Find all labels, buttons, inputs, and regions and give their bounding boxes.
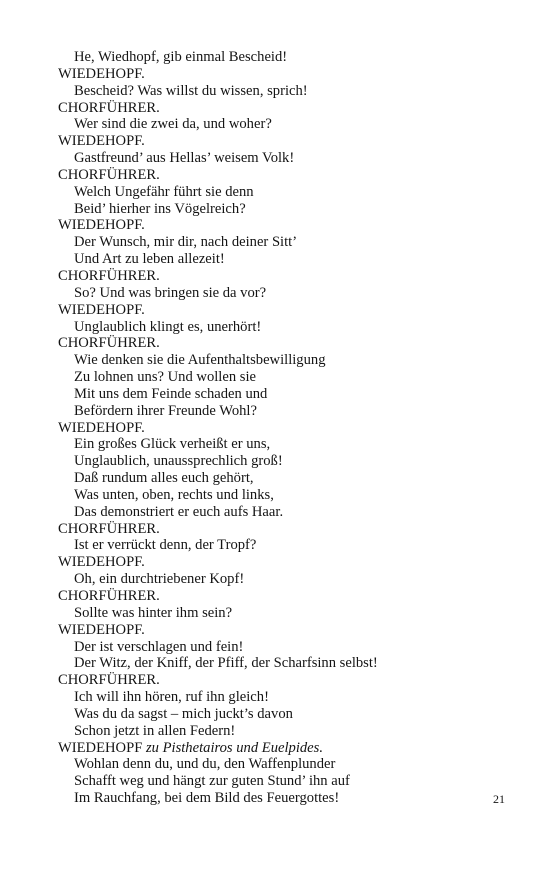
speaker-label: CHORFÜHRER.	[58, 166, 160, 183]
verse-line	[58, 251, 518, 268]
speaker-name	[58, 133, 518, 150]
verse-text: Befördern ihrer Freunde Wohl?	[74, 402, 257, 419]
speaker-name	[58, 420, 518, 437]
speaker-label: WIEDEHOPF.	[58, 133, 145, 150]
verse-text: Im Rauchfang, bei dem Bild des Feuergottes!	[74, 790, 340, 807]
verse-line	[58, 639, 518, 656]
verse-line	[58, 655, 518, 672]
verse-text: Unglaublich, unaussprechlich groß!	[74, 453, 283, 470]
verse-text: Was unten, oben, rechts und links,	[74, 486, 274, 503]
speaker-name	[58, 521, 518, 538]
verse-text: Daß rundum alles euch gehört,	[74, 470, 254, 487]
speaker-name	[58, 335, 518, 352]
speaker-label: WIEDEHOPF.	[58, 419, 145, 436]
speaker-name	[58, 66, 518, 83]
speaker-name	[58, 622, 518, 639]
speaker-label: WIEDEHOPF.	[58, 217, 145, 234]
verse-line	[58, 386, 518, 403]
speaker-name	[58, 554, 518, 571]
speaker-name	[58, 588, 518, 605]
speaker-label: WIEDEHOPF.	[58, 621, 145, 638]
verse-text: Zu lohnen uns? Und wollen sie	[74, 369, 256, 386]
verse-text: Schon jetzt in allen Federn!	[74, 722, 236, 739]
stage-direction: zu Pisthetairos und Euelpides.	[145, 739, 323, 756]
page-number: 21	[493, 792, 505, 806]
verse-line	[58, 369, 518, 386]
verse-line	[58, 537, 518, 554]
verse-line	[58, 504, 518, 521]
verse-text: Ich will ihn hören, ruf ihn gleich!	[74, 689, 269, 706]
speaker-name	[58, 100, 518, 117]
speaker-label: WIEDEHOPF.	[58, 554, 145, 571]
verse-line	[58, 83, 518, 100]
speaker-label: WIEDEHOPF	[58, 739, 143, 756]
verse-line	[58, 487, 518, 504]
verse-line	[58, 706, 518, 723]
verse-text: Sollte was hinter ihm sein?	[74, 604, 233, 621]
speaker-label: CHORFÜHRER.	[58, 588, 160, 604]
verse-text: Ist er verrückt denn, der Tropf?	[74, 537, 257, 554]
speaker-label: WIEDEHOPF.	[58, 301, 145, 318]
speaker-name	[58, 217, 518, 234]
verse-line	[58, 201, 518, 218]
verse-text: Der ist verschlagen und fein!	[74, 638, 244, 655]
verse-text: Oh, ein durchtriebener Kopf!	[74, 571, 245, 588]
verse-line	[58, 571, 518, 588]
verse-text: Das demonstriert er euch aufs Haar.	[74, 503, 284, 520]
verse-text: Welch Ungefähr führt sie denn	[74, 183, 254, 200]
verse-line	[58, 436, 518, 453]
verse-text: Unglaublich klingt es, unerhört!	[74, 318, 262, 335]
verse-text: Bescheid? Was willst du wissen, sprich!	[74, 82, 308, 99]
verse-text: Wohlan denn du, und du, den Waffenplunder	[74, 756, 336, 773]
verse-line	[58, 234, 518, 251]
verse-text: Ein großes Glück verheißt er uns,	[74, 436, 271, 453]
verse-text: Wer sind die zwei da, und woher?	[74, 116, 272, 133]
verse-text: Und Art zu leben allezeit!	[74, 251, 225, 268]
verse-line	[58, 689, 518, 706]
verse-text: Was du da sagst – mich juckt’s davon	[74, 705, 293, 722]
verse-line	[58, 790, 518, 807]
verse-text: Gastfreund’ aus Hellas’ weisem Volk!	[74, 150, 295, 167]
verse-text: Der Witz, der Kniff, der Pfiff, der Scharfsinn selbst!	[74, 655, 378, 672]
speaker-label: CHORFÜHRER.	[58, 99, 160, 116]
speaker-label: CHORFÜHRER.	[58, 672, 160, 689]
verse-line	[58, 453, 518, 470]
verse-text: Schafft weg und hängt zur guten Stund’ ihn auf	[74, 773, 350, 790]
verse-line	[58, 723, 518, 740]
verse-line	[58, 285, 518, 302]
verse-line	[58, 352, 518, 369]
speaker-name	[58, 167, 518, 184]
speaker-name	[58, 268, 518, 285]
verse-text: Der Wunsch, mir dir, nach deiner Sitt’	[74, 234, 298, 251]
speaker-name	[58, 672, 518, 689]
verse-line	[58, 116, 518, 133]
verse-line	[58, 184, 518, 201]
verse-line	[58, 756, 518, 773]
verse-line	[58, 605, 518, 622]
speaker-label: WIEDEHOPF.	[58, 65, 145, 82]
verse-text: Mit uns dem Feinde schaden und	[74, 385, 268, 402]
verse-text: So? Und was bringen sie da vor?	[74, 284, 267, 301]
verse-text: Beid’ hierher ins Vögelreich?	[74, 200, 246, 217]
verse-line	[58, 319, 518, 336]
verse-line	[58, 49, 518, 66]
verse-text: Wie denken sie die Aufenthaltsbewilligung	[74, 352, 326, 369]
verse-line	[58, 470, 518, 487]
verse-line	[58, 150, 518, 167]
speaker-label: CHORFÜHRER.	[58, 267, 160, 284]
speaker-label: CHORFÜHRER.	[58, 520, 160, 537]
verse-text: He, Wiedhopf, gib einmal Bescheid!	[74, 49, 288, 65]
speaker-name	[58, 302, 518, 319]
play-text	[58, 49, 518, 807]
speaker-name	[58, 740, 518, 757]
verse-line	[58, 403, 518, 420]
verse-line	[58, 773, 518, 790]
speaker-label: CHORFÜHRER.	[58, 335, 160, 352]
